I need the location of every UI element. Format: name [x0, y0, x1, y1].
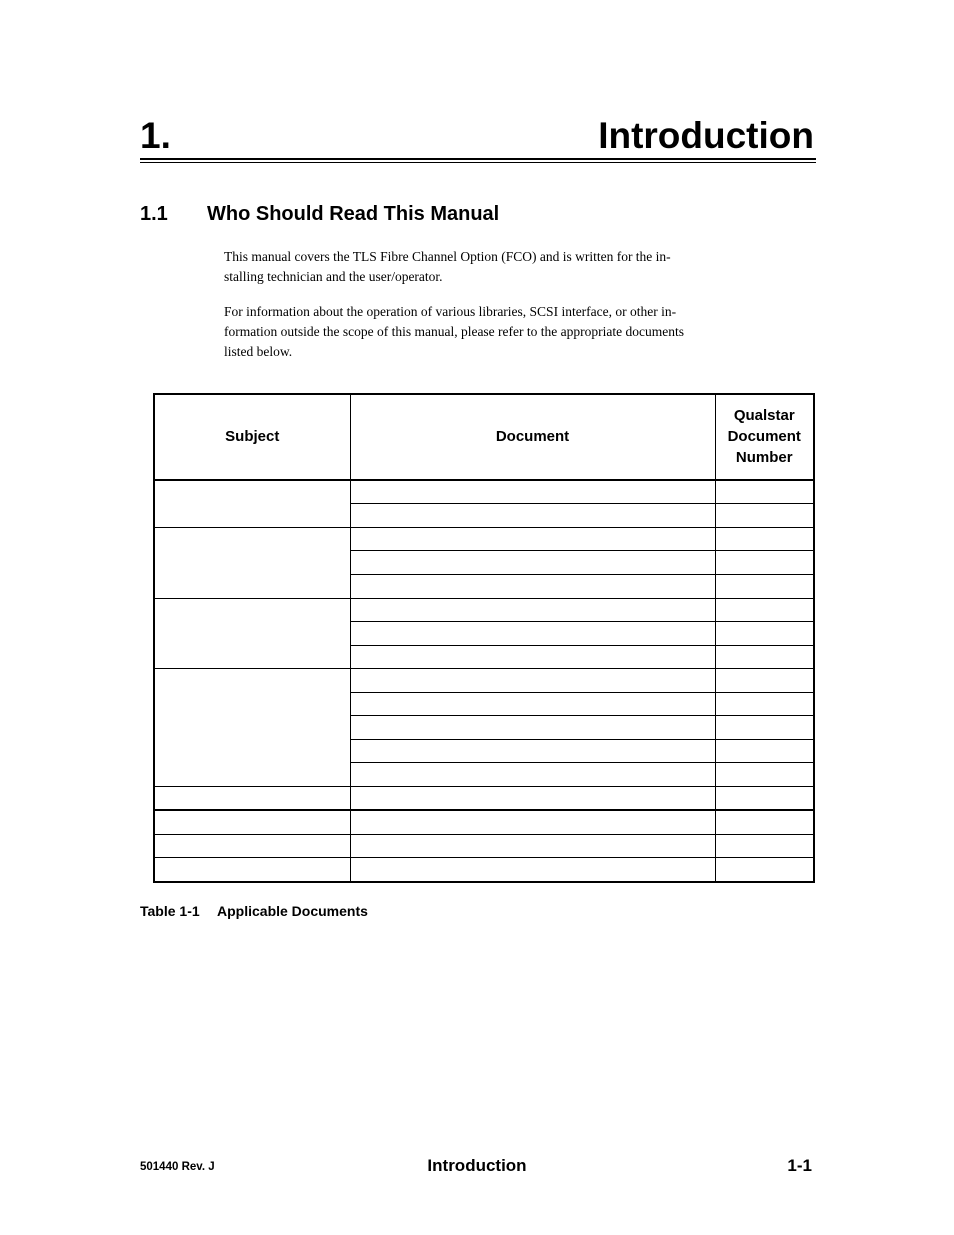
table-cell	[715, 739, 814, 763]
table-cell	[715, 598, 814, 622]
chapter-number: 1.	[140, 115, 171, 156]
caption-text: Applicable Documents	[217, 903, 368, 919]
table-cell	[350, 645, 715, 669]
table-row	[154, 786, 814, 810]
table-cell	[350, 598, 715, 622]
header-document: Document	[350, 394, 715, 480]
table-cell	[154, 598, 350, 669]
table-cell	[715, 692, 814, 716]
table-cell	[715, 504, 814, 528]
table-row	[154, 858, 814, 882]
table-cell	[715, 810, 814, 834]
table-cell	[350, 763, 715, 787]
table-row	[154, 527, 814, 551]
table-cell	[350, 858, 715, 882]
table-cell	[350, 622, 715, 646]
table-cell	[350, 575, 715, 599]
table-cell	[154, 834, 350, 858]
table-cell	[154, 786, 350, 810]
applicable-documents-table	[153, 393, 815, 883]
footer-title: Introduction	[427, 1156, 527, 1175]
table-cell	[154, 480, 350, 528]
table-cell	[715, 622, 814, 646]
table-cell	[715, 551, 814, 575]
table-cell	[350, 834, 715, 858]
paragraph-intro	[224, 247, 794, 287]
table-cell	[715, 716, 814, 740]
footer-page-number: 1-1	[787, 1156, 812, 1175]
paragraph-line: This manual covers the TLS Fibre Channel Option (FCO) and is written for the in-	[224, 249, 671, 264]
table-cell	[715, 858, 814, 882]
chapter-title	[140, 114, 814, 158]
header-qualstar-number: Qualstar Document Number	[715, 394, 814, 480]
table-cell	[350, 739, 715, 763]
table-cell	[715, 763, 814, 787]
table-cell	[350, 810, 715, 834]
table-cell	[715, 834, 814, 858]
table-cell	[350, 669, 715, 693]
table-cell	[154, 669, 350, 787]
table-cell	[350, 716, 715, 740]
paragraph-line: listed below.	[224, 344, 293, 359]
table-cell	[715, 527, 814, 551]
paragraph-references	[224, 302, 794, 362]
table-cell	[154, 527, 350, 598]
table-cell	[715, 575, 814, 599]
table-cell	[715, 786, 814, 810]
table-cell	[350, 692, 715, 716]
paragraph-line: For information about the operation of various libraries, SCSI interface, or other in-	[224, 304, 677, 319]
table-cell	[350, 504, 715, 528]
table-cell	[350, 786, 715, 810]
chapter-heading: Introduction	[598, 115, 814, 156]
table-cell	[715, 480, 814, 504]
table-row	[154, 669, 814, 693]
section-number: 1.1	[140, 203, 168, 225]
table-cell	[350, 551, 715, 575]
table-cell	[154, 810, 350, 834]
table-header-row	[154, 394, 814, 480]
table-cell	[154, 858, 350, 882]
footer-doc-number: 501440 Rev. J	[140, 1161, 215, 1173]
table-row	[154, 598, 814, 622]
table-caption	[140, 901, 368, 921]
section-title: Who Should Read This Manual	[207, 203, 500, 225]
table-cell	[715, 669, 814, 693]
header-subject: Subject	[154, 394, 350, 480]
paragraph-line: formation outside the scope of this manual, please refer to the appropriate documents	[224, 324, 684, 339]
table-cell	[350, 527, 715, 551]
table-row	[154, 810, 814, 834]
title-rule-thin	[140, 162, 816, 163]
table-cell	[350, 480, 715, 504]
table-row	[154, 834, 814, 858]
table-cell	[715, 645, 814, 669]
paragraph-line: stalling technician and the user/operator.	[224, 269, 443, 284]
table-row	[154, 480, 814, 504]
caption-label: Table 1-1	[140, 903, 200, 919]
title-rule-thick	[140, 158, 816, 160]
